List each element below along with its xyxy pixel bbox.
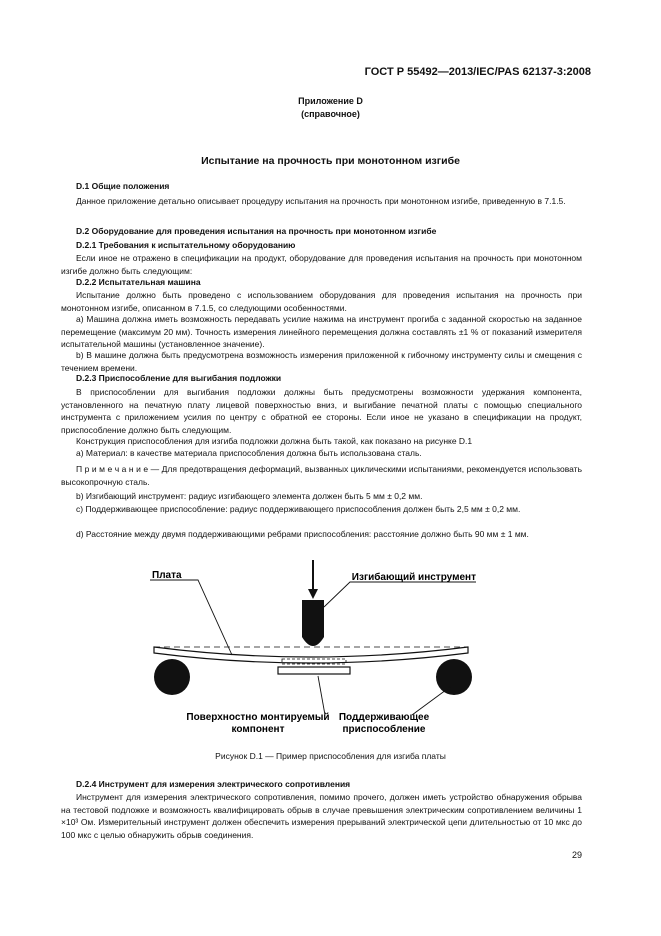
- section-d1-text: Данное приложение детально описывает процедуру испытания на прочность при монотонном изгибе, приведенную в 7.1.5.: [76, 196, 566, 206]
- label-component-2: компонент: [231, 724, 285, 735]
- label-tool: Изгибающий инструмент: [351, 572, 476, 583]
- label-plate: Плата: [152, 570, 182, 581]
- section-d23-item-b: b) Изгибающий инструмент: радиус изгибающего элемента должен быть 5 мм ± 0,2 мм.: [76, 491, 423, 501]
- plate-shape: [154, 647, 468, 663]
- section-d24-text: Инструмент для измерения электрического сопротивления, помимо прочего, должен иметь устройство обнаружения обрыва на тестовой подложке и возможность квалифицировать обрыв в случае превышения электрическим сопротивлением величины 1 ×10³ Ом. Измерительный инструмент должен обеспечить измерения прерываний электрической цепи длительностью от 10 мкс до 100 мкс с целью обнаружить обрыв соединения.: [61, 792, 582, 840]
- left-support-shape: [154, 659, 190, 695]
- leader-support: [412, 687, 450, 715]
- label-support-2: приспособление: [342, 724, 426, 735]
- bending-tool-shape: [302, 600, 324, 646]
- section-d23-note: П р и м е ч а н и е — Для предотвращения деформаций, вызванных циклическими испытаниями, рекомендуется использовать высокопрочную сталь.: [61, 464, 582, 487]
- leader-component: [318, 676, 325, 715]
- section-d22-heading: D.2.2 Испытательная машина: [76, 277, 201, 287]
- label-support-1: Поддерживающее: [338, 712, 430, 723]
- appendix-title: Испытание на прочность при монотонном изгибе: [201, 155, 460, 167]
- section-d23-item-d: d) Расстояние между двумя поддерживающими ребрами приспособления: расстояние должно быть 90 мм ± 1 мм.: [76, 529, 529, 539]
- section-d22-text: Испытание должно быть проведено с использованием оборудования для проведения испытания на прочность при монотонном изгибе, описанном в 7.1.5, со следующими особенностями.: [61, 290, 582, 313]
- section-d23-construction: Конструкция приспособления для изгиба подложки должна быть такой, как показано на рисунке D.1: [76, 436, 473, 446]
- figure-caption: Рисунок D.1 — Пример приспособления для изгиба платы: [215, 751, 446, 761]
- section-d21-text: Если иное не отражено в спецификации на продукт, оборудование для проведения испытания на прочность при монотонном изгибе должно быть следующим:: [61, 253, 582, 276]
- label-component-1: Поверхностно монтируемый: [186, 712, 330, 723]
- force-arrow-head: [308, 589, 318, 599]
- section-d21-heading: D.2.1 Требования к испытательному оборудованию: [76, 240, 296, 250]
- section-d22-item-b: b) В машине должна быть предусмотрена возможность измерения приложенной к гибочному инструменту силы и смещения с течением времени.: [61, 350, 582, 373]
- section-d23-item-a: a) Материал: в качестве материала приспособления должна быть использована сталь.: [76, 448, 422, 458]
- section-d23-heading: D.2.3 Приспособление для выгибания подложки: [76, 373, 282, 383]
- figure-bending-fixture: [0, 555, 661, 745]
- document-header: ГОСТ Р 55492—2013/IEC/PAS 62137-3:2008: [364, 66, 591, 78]
- component-shape: [278, 667, 350, 674]
- section-d23-text: В приспособлении для выгибания подложки должны быть предусмотрены возможности удержания компонента, установленного на печатную плату лицевой поверхностью вниз, и выгибание печатной платы с помощью специального инструмента с приложением усилия по центру с обратной ее стороны. Если иное не указано в спецификации на продукт, приспособление должно быть следующим.: [61, 387, 582, 435]
- section-d1-heading: D.1 Общие положения: [76, 181, 170, 191]
- leader-tool: [324, 582, 476, 607]
- section-d24-heading: D.2.4 Инструмент для измерения электрического сопротивления: [76, 779, 351, 789]
- appendix-label: Приложение D: [298, 96, 363, 106]
- appendix-type: (справочное): [301, 109, 360, 119]
- page-number: 29: [571, 850, 582, 860]
- section-d22-item-a: a) Машина должна иметь возможность передавать усилие нажима на инструмент прогиба с заданной скоростью на заданное перемещение (максимум 20 мм). Точность измерения линейного перемещения должна составлять ±1 % от показаний измерителя испытательной машины (установленное значение).: [61, 314, 582, 349]
- leader-plate: [150, 580, 232, 655]
- appendix-heading: [0, 95, 661, 121]
- section-d23-item-c: c) Поддерживающее приспособление: радиус поддерживающего приспособления должен быть 2,5 мм ± 0,2 мм.: [76, 504, 521, 514]
- section-d2-heading: D.2 Оборудование для проведения испытания на прочность при монотонном изгибе: [76, 226, 437, 236]
- right-support-shape: [436, 659, 472, 695]
